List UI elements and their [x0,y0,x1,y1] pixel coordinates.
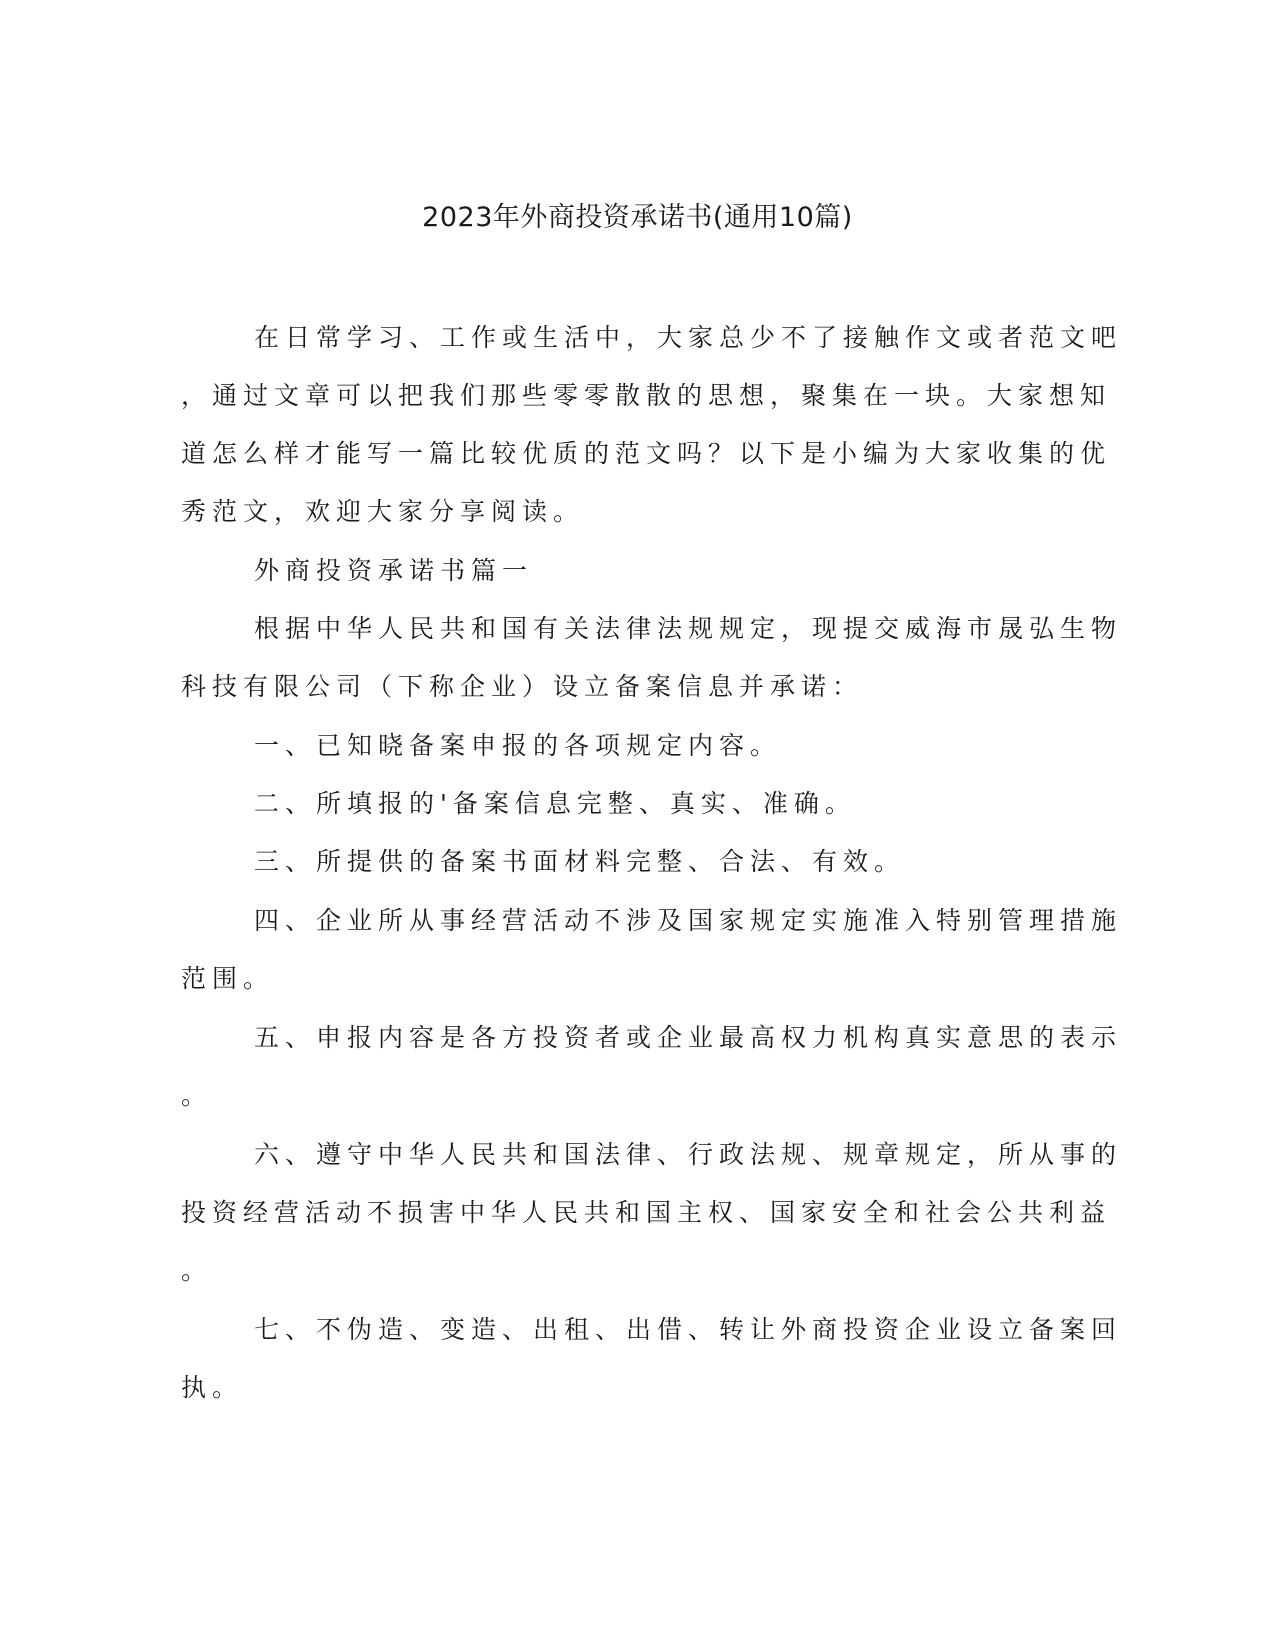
list-item-7: 七、不伪造、变造、出租、出借、转让外商投资企业设立备案回 [254,1315,1123,1344]
list-item-6-cont: 。 [181,1256,213,1285]
list-item-1: 一、已知晓备案申报的各项规定内容。 [254,731,782,760]
list-item-6: 六、遵守中华人民共和国法律、行政法规、规章规定，所从事的 [254,1140,1123,1169]
intro-line-1: 在日常学习、工作或生活中，大家总少不了接触作文或者范文吧 [254,323,1123,352]
document-title: 2023年外商投资承诺书(通用10篇) [422,202,853,233]
paragraph-line: 根据中华人民共和国有关法律法规规定，现提交威海市晟弘生物 [254,614,1123,643]
list-item-5-cont: 。 [181,1081,213,1110]
list-item-7-cont: 执。 [181,1373,244,1402]
intro-line-2: ，通过文章可以把我们那些零零散散的思想，聚集在一块。大家想知 [181,381,1112,410]
list-item-5: 五、申报内容是各方投资者或企业最高权力机构真实意思的表示 [254,1023,1123,1052]
list-item-4-cont: 范围。 [181,964,275,993]
intro-line-4: 秀范文，欢迎大家分享阅读。 [181,497,585,526]
list-item-6-cont: 投资经营活动不损害中华人民共和国主权、国家安全和社会公共利益 [181,1198,1112,1227]
list-item-2: 二、所填报的'备案信息完整、真实、准确。 [254,789,856,818]
section-heading: 外商投资承诺书篇一 [254,556,534,585]
paragraph-line: 科技有限公司（下称企业）设立备案信息并承诺： [181,672,864,701]
list-item-4: 四、企业所从事经营活动不涉及国家规定实施准入特别管理措施 [254,906,1123,935]
intro-line-3: 道怎么样才能写一篇比较优质的范文吗？以下是小编为大家收集的优 [181,439,1112,468]
list-item-3: 三、所提供的备案书面材料完整、合法、有效。 [254,847,906,876]
